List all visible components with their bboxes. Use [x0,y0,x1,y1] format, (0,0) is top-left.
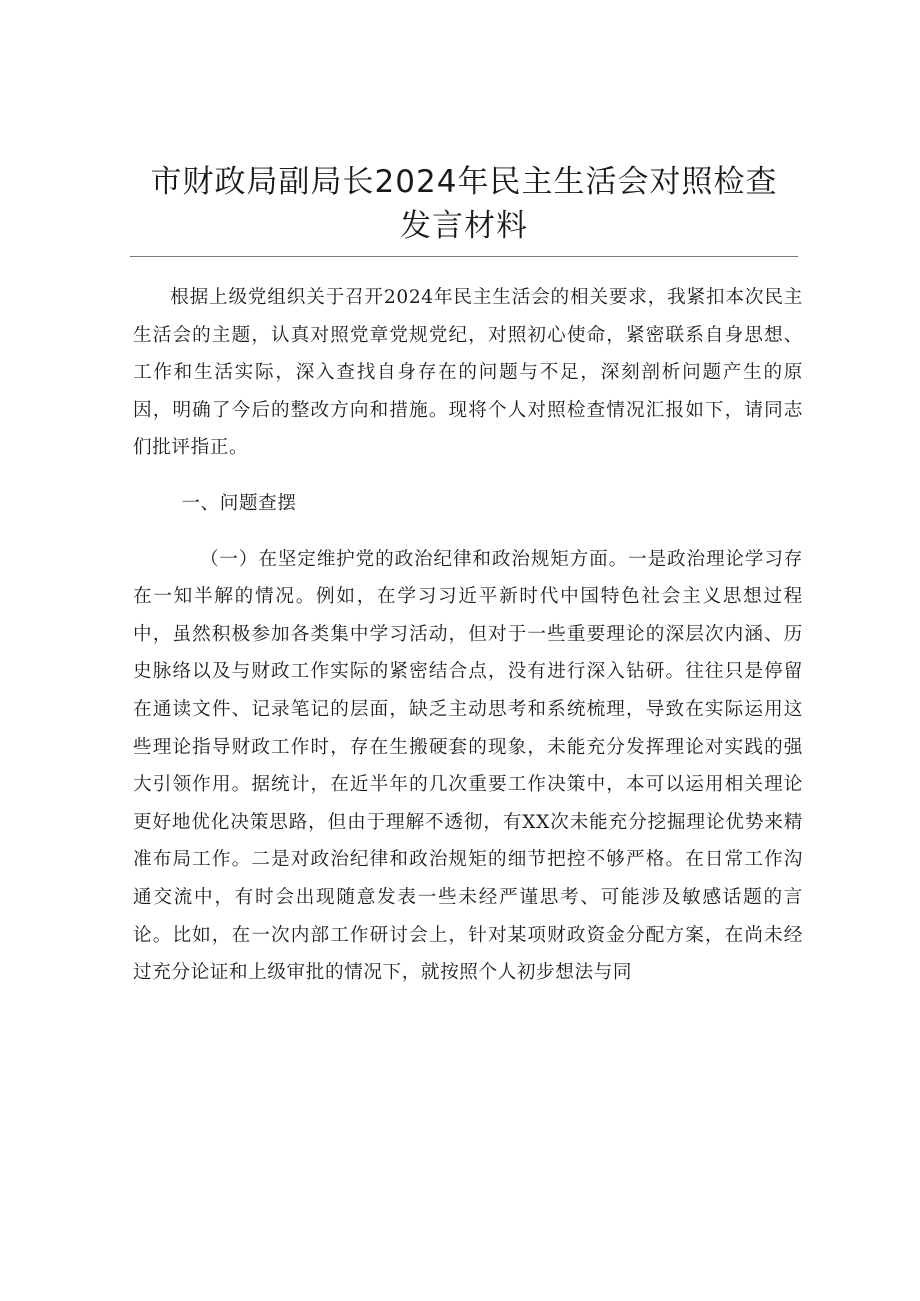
intro-paragraph: 根据上级党组织关于召开2024年民主生活会的相关要求，我紧扣本次民主生活会的主题，认真对照党章党规党纪，对照初心使命，紧密联系自身思想、工作和生活实际，深入查找自身存在的问题与不足，深刻剖析问题产生的原因，明确了今后的整改方向和措施。现将个人对照检查情况汇报如下，请同志们批评指正。 [133,287,803,459]
section-paragraph: （一）在坚定维护党的政治纪律和政治规矩方面。一是政治理论学习存在一知半解的情况。例如，在学习习近平新时代中国特色社会主义思想过程中，虽然积极参加各类集中学习活动，但对于一些重要理论的深层次内涵、历史脉络以及与财政工作实际的紧密结合点，没有进行深入钻研。往往只是停留在通读文件、记录笔记的层面，缺乏主动思考和系统梳理，导致在实际运用这些理论指导财政工作时，存在生搬硬套的现象，未能充分发挥理论对实践的强大引领作用。据统计，在近半年的几次重要工作决策中，本可以运用相关理论更好地优化决策思路，但由于理解不透彻，有XX次未能充分挖掘理论优势来精准布局工作。二是对政治纪律和政治规矩的细节把控不够严格。在日常工作沟通交流中，有时会出现随意发表一些未经严谨思考、可能涉及敏感话题的言论。比如，在一次内部工作研讨会上，针对某项财政资金分配方案，在尚未经过充分论证和上级审批的情况下，就按照个人初步想法与同 [133,548,803,984]
title-line-1: 市财政局副局长2024年民主生活会对照检查 [150,164,778,200]
document-title [130,160,798,248]
document-body [133,279,803,992]
title-line-2: 发言材料 [400,208,528,244]
section-heading: 一、问题查摆 [181,492,297,514]
title-divider [130,256,798,257]
